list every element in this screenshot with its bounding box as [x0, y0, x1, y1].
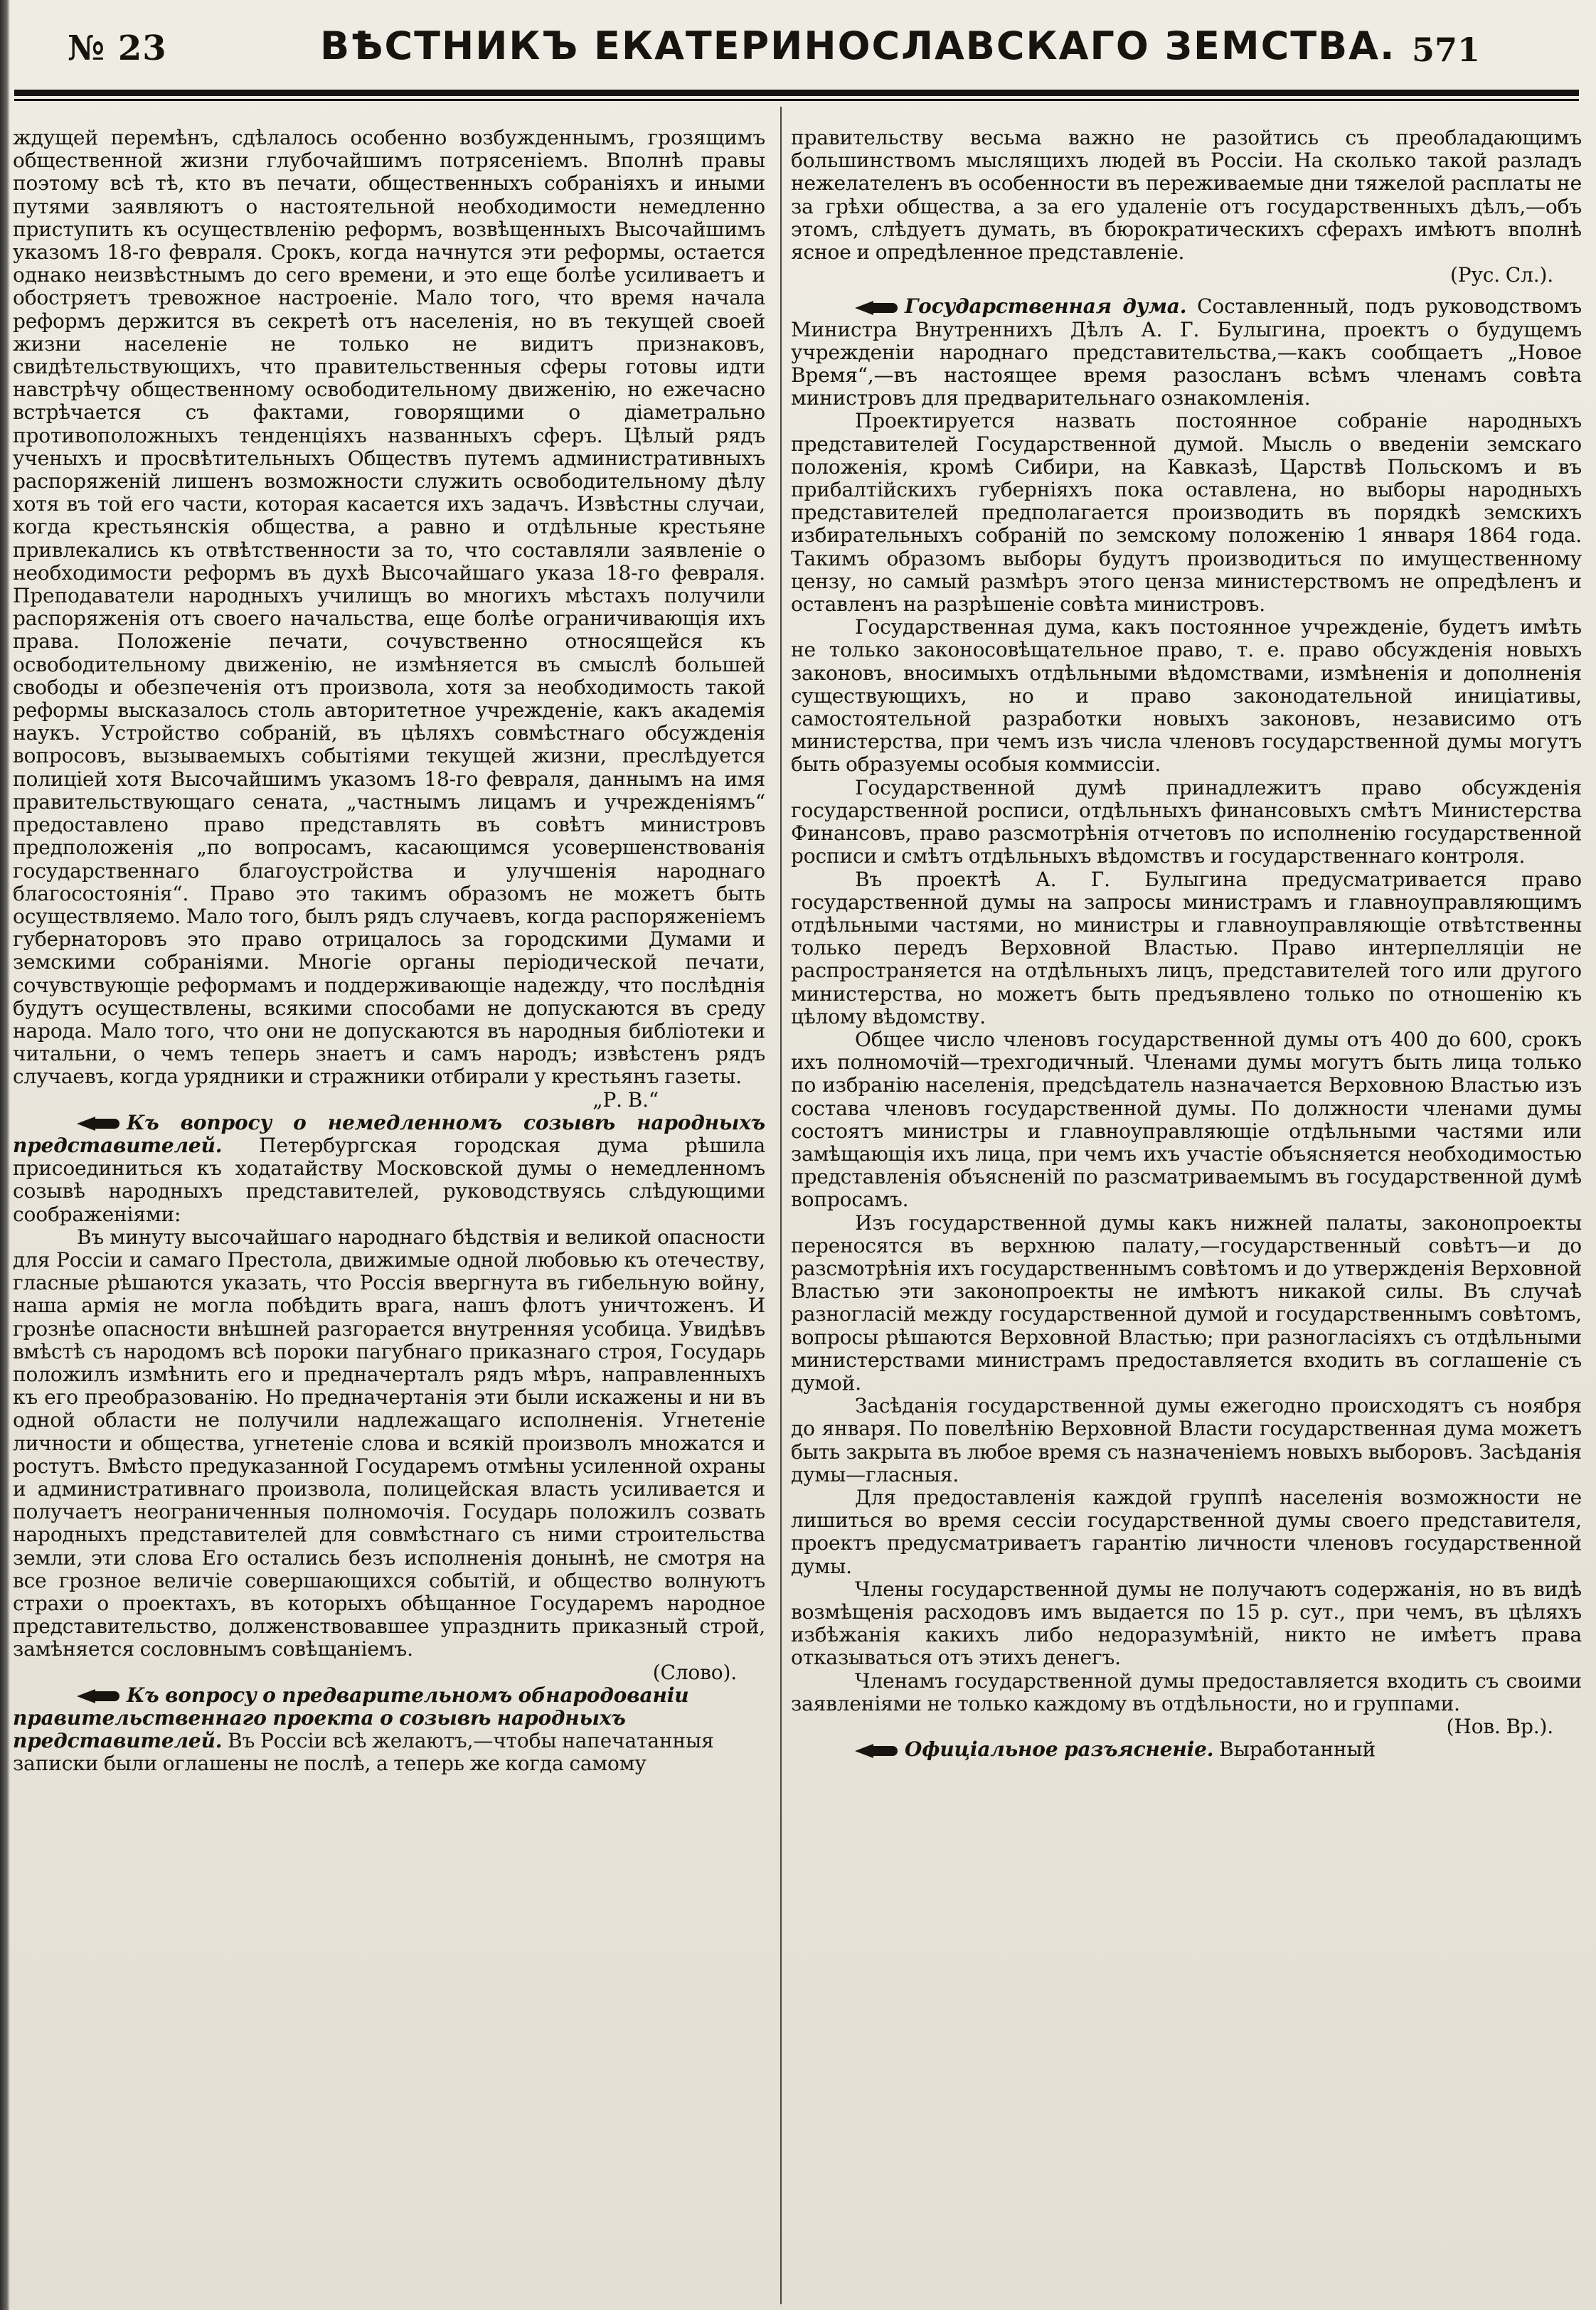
- article-paragraph: Въ минуту высочайшаго народнаго бѣдствія и великой опасности для Россіи и самаго Престола, движимые одной любовью къ отечеству, гласные рѣшаются указать, что Россія ввергнута въ гибельную войну, наша армія не могла побѣдить врага, нашъ флотъ уничтоженъ. И грознѣе опасности внѣшней разгорается внутренняя усобица. Увидѣвъ вмѣстѣ съ народомъ всѣ пороки пагубнаго приказнаго строя, Государь положилъ измѣнить его и предначерталъ рядъ мѣръ, направленныхъ къ его преобразованію. Но предначертанія эти были искажены и ни въ одной области не получили надлежащаго исполненія. Угнетеніе личности и общества, угнетеніе слова и всякій произволъ множатся и ростутъ. Вмѣсто предуказанной Государемъ отмѣны усиленной охраны и административнаго произвола, полицейская власть усиливается и получаетъ неограниченныя полномочія. Государь положилъ созвать народныхъ представителей для совмѣстнаго съ ними строительства земли, эти слова Его остались безъ исполненія донынѣ, не смотря на все грозное величіе совершающихся событій, и общество волнуютъ страхи о проектахъ, въ которыхъ обѣщанное Государемъ народное представительство, долженствовавшее упразднить приказный строй, замѣняется сословнымъ совѣщаніемъ.: [13, 1225, 765, 1661]
- article-paragraph: Засѣданія государственной думы ежегодно происходятъ съ ноября до января. По повелѣнію Верховной Власти государственная дума можетъ быть закрыта въ любое время съ назначеніемъ новыхъ выборовъ. Засѣданія думы—гласныя.: [791, 1394, 1582, 1486]
- header-rule-thin: [14, 99, 1579, 101]
- article-paragraph: Членамъ государственной думы предоставляется входить съ своими заявленіями не только каждому въ отдѣльности, но и группами.: [791, 1668, 1582, 1715]
- article-text: Составленный, подъ руководствомъ Министра Внутреннихъ Дѣлъ А. Г. Булыгина, проектъ о будущемъ учрежденіи народнаго представительства,—какъ сообщаетъ „Новое Время“,—въ настоящее время разосланъ всѣмъ членамъ совѣта министровъ для предварительнаго ознакомленія.: [791, 294, 1582, 410]
- issue-number: № 23: [68, 28, 167, 68]
- column-divider: [780, 107, 782, 2304]
- article-paragraph: Въ проектѣ А. Г. Булыгина предусматривается право государственной думы на запросы министрамъ и главноуправляющимъ отдѣльными частями, но министры и главноуправляющіе отвѣтственны только передъ Верховной Властью. Право интерпелляціи не распространяется на отдѣльныхъ лицъ, представителей того или другого министерства, но можетъ быть предъявлено только по отношенію къ цѣлому вѣдомству.: [791, 867, 1582, 1028]
- article-continued-paragraph: ждущей перемѣнъ, сдѣлалось особенно возбужденнымъ, грозящимъ общественной жизни глубочайшимъ потрясеніемъ. Вполнѣ правы поэтому всѣ тѣ, кто въ печати, общественныхъ собраніяхъ и иными путями заявляютъ о настоятельной необходимости немедленно приступить къ осуществленію реформъ, возвѣщенныхъ Высочайшимъ указомъ 18-го февраля. Срокъ, когда начнутся эти реформы, остается однако неизвѣстнымъ до сего времени, и это еще болѣе усиливаетъ и обостряетъ тревожное настроеніе. Мало того, что время начала реформъ держится въ секретѣ отъ населенія, но въ текущей своей жизни населеніе не только не видитъ признаковъ, свидѣтельствующихъ, что правительственныя сферы готовы идти навстрѣчу общественному освободительному движенію, но ежечасно встрѣчается съ фактами, говорящими о діаметрально противоположныхъ тенденціяхъ названныхъ сферъ. Цѣлый рядъ ученыхъ и просвѣтительныхъ Обществъ путемъ административныхъ распоряженій лишенъ возможности служить освободительному дѣлу хотя въ той его части, которая касается ихъ задачъ. Извѣстны случаи, когда крестьянскія общества, а равно и отдѣльные крестьяне привлекались къ отвѣтственности за то, что составляли заявленіе о необходимости реформъ въ духѣ Высочайшаго указа 18-го февраля. Преподаватели народныхъ училищъ во многихъ мѣстахъ получили распоряженія отъ своего начальства, еще болѣе ограничивающія ихъ права. Положеніе печати, сочувственно относящейся къ освободительному движенію, не измѣняется въ смыслѣ большей свободы и обезпеченія отъ произвола, хотя за необходимость такой реформы высказалось столь авторитетное учрежденіе, какъ академія наукъ. Устройство собраній, въ цѣляхъ совмѣстнаго обсужденія вопросовъ, вызываемыхъ событіями текущей жизни, преслѣдуется полиціей хотя Высочайшимъ указомъ 18-го февраля, даннымъ на имя правительствующаго сената, „частнымъ лицамъ и учрежденіямъ“ предоставлено право представлять въ совѣтъ министровъ предположенія „по вопросамъ, касающимся усовершенствованія государственнаго благоустройства и улучшенія народнаго благосостоянія“. Право это такимъ образомъ не можетъ быть осуществляемо. Мало того, былъ рядъ случаевъ, когда распоряженіемъ губернаторовъ это право отрицалось за городскими Думами и земскими собраніями. Многіе органы періодической печати, сочувствующіе реформамъ и поддерживающіе надежду, что послѣднія будутъ осуществлены, всякими способами не допускаются въ среду народа. Мало того, что они не допускаются въ народныя библіотеки и читальни, о чемъ теперь знаетъ и самъ народъ; извѣстенъ рядъ случаевъ, когда урядники и стражники отбирали у крестьянъ газеты.: [13, 127, 765, 1089]
- article-text: Петербургская городская дума рѣшила присоединиться къ ходатайству Московской думы о немедленномъ созывѣ народныхъ представителей, руководствуясь слѣдующими соображеніями:: [13, 1133, 765, 1226]
- right-column: [791, 127, 1582, 2310]
- source-signature: „Р. В.“: [592, 1087, 659, 1112]
- article-paragraph: Общее число членовъ государственной думы отъ 400 до 600, срокъ ихъ полномочій—трехгодичный. Членами думы могутъ быть лица только по избранію населенія, предсѣдатель назначается Верховною Властью изъ состава членовъ государственной думы. По должности членами думы состоятъ министры и главноуправляющіе отдѣльными частями или замѣщающія ихъ лица, при чемъ ихъ участіе объясняется необходимостью представленія объясненій по разсматриваемымъ въ государственной думѣ вопросамъ.: [791, 1027, 1582, 1212]
- article-continued-paragraph: правительству весьма важно не разойтись съ преобладающимъ большинствомъ мыслящихъ людей въ Россіи. На сколько такой разладъ нежелателенъ въ особенности въ переживаемые дни тяжелой расплаты не за грѣхи общества, а за его удаленіе отъ государственныхъ дѣлъ,—объ этомъ, слѣдуетъ думать, въ бюрократическихъ сферахъ имѣютъ вполнѣ ясное и опредѣленное представленіе.: [791, 127, 1582, 265]
- left-column: [13, 127, 765, 2310]
- page-header: [0, 0, 1596, 92]
- article-paragraph: Проектируется назвать постоянное собраніе народныхъ представителей Государственной думой. Мысль о введеніи земскаго положенія, кромѣ Сибири, на Кавказѣ, Царствѣ Польскомъ и въ прибалтійскихъ губерніяхъ пока оставлена, но выборы народныхъ представителей предполагается производить въ порядкѣ земскихъ избирательныхъ собраній по земскому положенію 1 января 1864 года. Такимъ образомъ выборы будутъ производиться по имущественному цензу, но самый размѣръ этого ценза министерствомъ не опредѣленъ и оставленъ на разрѣшеніе совѣта министровъ.: [791, 409, 1582, 617]
- article-paragraph: [791, 1738, 1582, 1761]
- article-heading: Къ вопросу о немедленномъ созывѣ народныхъ представителей.: [13, 1110, 765, 1157]
- article-heading: Къ вопросу о предварительномъ обнародованіи правительственнаго проекта о созывѣ народныхъ представителей.: [13, 1683, 689, 1753]
- article-paragraph: Государственной думѣ принадлежитъ право обсужденія государственной росписи, отдѣльныхъ финансовыхъ смѣтъ Министерства Финансовъ, право разсмотрѣнія отчетовъ по исполненію государственной росписи и смѣтъ отдѣльныхъ вѣдомствъ и государственнаго контроля.: [791, 775, 1582, 868]
- source-signature: (Рус. Сл.).: [1449, 263, 1553, 287]
- article-paragraph: Для предоставленія каждой группѣ населенія возможности не лишиться во время сессіи государственной думы своего представителя, проектъ предусматриваетъ гарантію личности членовъ государственной думы.: [791, 1485, 1582, 1578]
- pointing-hand-icon: [77, 1688, 119, 1704]
- article-paragraph: [13, 1112, 765, 1226]
- article-text: Въ Россіи всѣ желаютъ,—чтобы напечатанныя записки были оглашены не послѣ, а теперь же когда самому: [13, 1729, 714, 1776]
- header-rule-thick: [14, 90, 1579, 96]
- article-paragraph: Члены государственной думы не получаютъ содержанія, но въ видѣ возмѣщенія расходовъ имъ выдается по 15 р. сут., при чемъ, въ цѣляхъ избѣжанія какихъ либо недоразумѣній, никто не имѣетъ права отказываться отъ этихъ денегъ.: [791, 1577, 1582, 1670]
- article-paragraph: Изъ государственной думы какъ нижней палаты, законопроекты переносятся въ верхнюю палату,—государственный совѣтъ—и до разсмотрѣнія ихъ государственнымъ совѣтомъ и до утвержденія Верховной Властью эти законопроекты не имѣютъ никакой силы. Въ случаѣ разногласій между государственной думой и государственнымъ совѣтомъ, вопросы рѣшаются Верховной Властью; при разногласіяхъ съ отдѣльными министерствами министрамъ предоставляется входить въ соглашеніе съ думой.: [791, 1210, 1582, 1395]
- source-signature: (Нов. Вр.).: [1446, 1715, 1553, 1739]
- article-heading: Государственная дума.: [905, 294, 1187, 319]
- pointing-hand-icon: [855, 300, 898, 316]
- article-paragraph: [791, 295, 1582, 410]
- article-paragraph: Государственная дума, какъ постоянное учрежденіе, будетъ имѣть не только законосовѣщательное право, т. е. право обсужденія новыхъ законовъ, вносимыхъ отдѣльными вѣдомствами, измѣненія и дополненія существующихъ, но и право законодательной иниціативы, самостоятельной разработки новыхъ законовъ, независимо отъ министерства, при чемъ изъ числа членовъ государственной думы могутъ быть образуемы особыя коммиссіи.: [791, 615, 1582, 777]
- article-paragraph: [13, 1684, 765, 1776]
- pointing-hand-icon: [855, 1743, 898, 1759]
- source-signature: (Слово).: [652, 1660, 737, 1684]
- article-heading: Офиціальное разъясненіе.: [905, 1737, 1214, 1762]
- pointing-hand-icon: [77, 1116, 119, 1132]
- journal-title: ВѢСТНИКЪ ЕКАТЕРИНОСЛАВСКАГО ЗЕМСТВА.: [320, 23, 1396, 68]
- article-text: Выработанный: [1219, 1737, 1376, 1762]
- page-edge-shadow: [0, 0, 10, 2310]
- page-number: 571: [1412, 31, 1481, 69]
